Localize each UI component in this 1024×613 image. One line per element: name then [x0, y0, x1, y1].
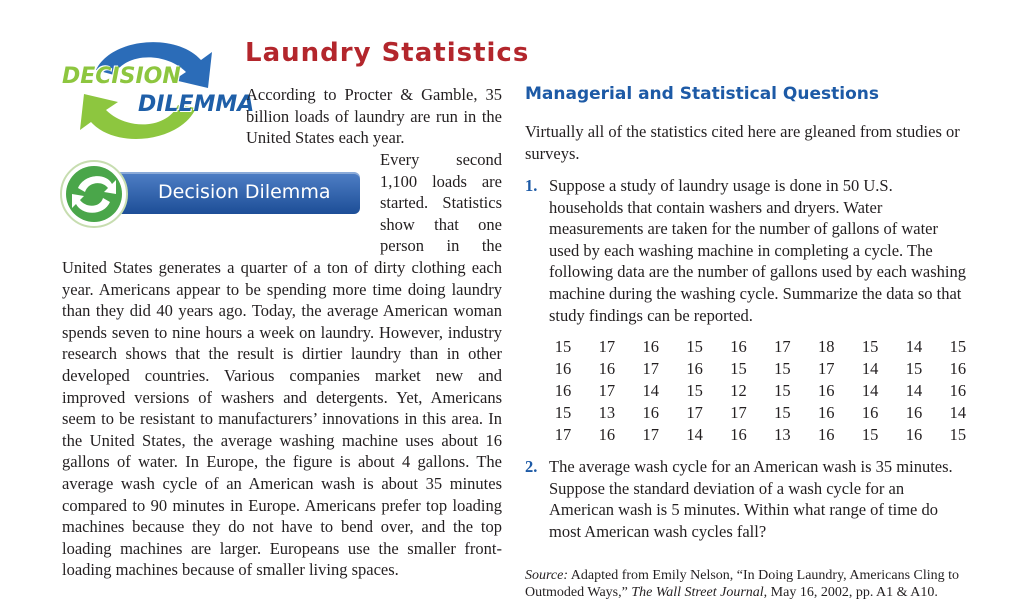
table-cell: 16: [730, 337, 747, 356]
page-title: Laundry Statistics: [245, 38, 530, 68]
table-cell: 15: [774, 381, 791, 400]
table-cell: 15: [861, 425, 879, 444]
table-cell: 14: [686, 425, 703, 444]
table-cell: 16: [598, 359, 616, 378]
source-text: Adapted from Emily Nelson, “In Doing Laundry, Americans Cling to Outmoded Ways,”: [525, 568, 960, 600]
table-row: [548, 424, 973, 446]
question-2-text: The average wash cycle for an American wash is 35 minutes. Suppose the standard deviation of a wash cycle for an American wash is 5 minutes. Within what range of time do most American wash cycles fall?: [549, 457, 953, 541]
table-cell: 14: [861, 359, 879, 378]
left-paragraph-part-c: United States generates a quarter of a ton of dirty clothing each year. Americans appear to be spending more time doing laundry than they did 40 years ago. Today, the average American woman spends seven to nine hours a week on laundry. However, industry research shows that the result is dirtier laundry than in other developed countries. Various companies market new and improved versions of washers and detergents. Yet, Americans seem to be resistant to manufacturers’ innovations in this area. In the United States, the average washing machine uses about 16 gallons of water. In Europe, the figure is about 4 gallons. The average wash cycle of an American wash is about 35 minutes compared to 90 minutes in Europe. Americans prefer top loading machines because they do not have to bend over, and the top loading machines are larger. Europeans use the smaller front-loading machines because of smaller living spaces.: [62, 258, 502, 580]
table-cell: 17: [642, 425, 659, 444]
table-cell: 15: [554, 403, 572, 422]
intro-text: Virtually all of the statistics cited here are gleaned from studies or surveys.: [525, 122, 960, 163]
recycle-circle-icon: [58, 158, 138, 230]
table-cell: 16: [905, 425, 923, 444]
question-1-number: 1.: [525, 176, 538, 195]
decision-dilemma-badge: [58, 158, 364, 230]
table-cell: 17: [598, 337, 616, 356]
table-cell: 16: [598, 425, 616, 444]
table-cell: 17: [818, 359, 835, 378]
table-cell: 16: [949, 359, 967, 378]
decision-dilemma-logo: [56, 30, 255, 155]
table-cell: 16: [905, 403, 923, 422]
table-cell: 16: [642, 403, 659, 422]
table-row: [548, 380, 973, 402]
table-cell: 14: [905, 337, 923, 356]
table-cell: 17: [598, 381, 616, 400]
table-cell: 17: [642, 359, 659, 378]
table-cell: 12: [730, 381, 747, 400]
table-cell: 14: [642, 381, 659, 400]
table-cell: 14: [905, 381, 923, 400]
source-citation: [525, 567, 975, 601]
table-cell: 16: [730, 425, 747, 444]
table-cell: 16: [642, 337, 659, 356]
source-label: Source:: [525, 568, 569, 583]
table-cell: 15: [905, 359, 923, 378]
table-cell: 16: [861, 403, 879, 422]
table-cell: 18: [818, 337, 835, 356]
question-2-number: 2.: [525, 457, 538, 476]
left-paragraph-part-a: According to Procter & Gamble, 35 billion loads of laundry are run in the United States each year.: [246, 85, 502, 148]
table-cell: 15: [949, 425, 967, 444]
table-cell: 14: [861, 381, 879, 400]
gallons-data-table: [548, 336, 973, 446]
table-cell: 16: [554, 359, 572, 378]
table-cell: 15: [774, 403, 791, 422]
question-1-text: Suppose a study of laundry usage is done in 50 U.S. households that contain washers and dryers. Water measurements are taken for the number of gallons of water used by each washing machine in completing a cycle. The following data are the number of gallons used by each washing machine during the washing cycle. Summarize the data so that study findings can be reported.: [549, 176, 966, 325]
table-cell: 15: [554, 337, 572, 356]
table-cell: 16: [554, 381, 572, 400]
table-cell: 17: [686, 403, 703, 422]
table-cell: 15: [686, 381, 703, 400]
table-row: [548, 402, 973, 424]
table-cell: 17: [730, 403, 747, 422]
table-cell: 15: [861, 337, 879, 356]
left-paragraph-part-b: Every second 1,100 loads are started. Statistics show that one person in the: [380, 150, 502, 256]
table-row: [548, 336, 973, 358]
source-tail: , May 16, 2002, pp. A1 & A10.: [763, 585, 938, 600]
table-cell: 13: [598, 403, 616, 422]
table-cell: 16: [949, 381, 967, 400]
source-journal: The Wall Street Journal: [631, 585, 764, 600]
table-cell: 15: [774, 359, 791, 378]
table-cell: 16: [818, 425, 835, 444]
table-cell: 16: [818, 381, 835, 400]
logo-word-dilemma: DILEMMA: [138, 92, 255, 117]
table-cell: 16: [818, 403, 835, 422]
table-cell: 15: [949, 337, 967, 356]
question-2: [525, 456, 975, 542]
table-cell: 17: [554, 425, 572, 444]
table-cell: 15: [686, 337, 703, 356]
badge-label: Decision Dilemma: [158, 181, 331, 203]
table-cell: 17: [774, 337, 791, 356]
section-heading: Managerial and Statistical Questions: [525, 84, 879, 104]
table-row: [548, 358, 973, 380]
question-1: [525, 175, 975, 326]
table-cell: 15: [730, 359, 747, 378]
table-cell: 13: [774, 425, 791, 444]
logo-word-decision: DECISION: [62, 64, 181, 89]
table-cell: 16: [686, 359, 703, 378]
table-cell: 14: [949, 403, 967, 422]
